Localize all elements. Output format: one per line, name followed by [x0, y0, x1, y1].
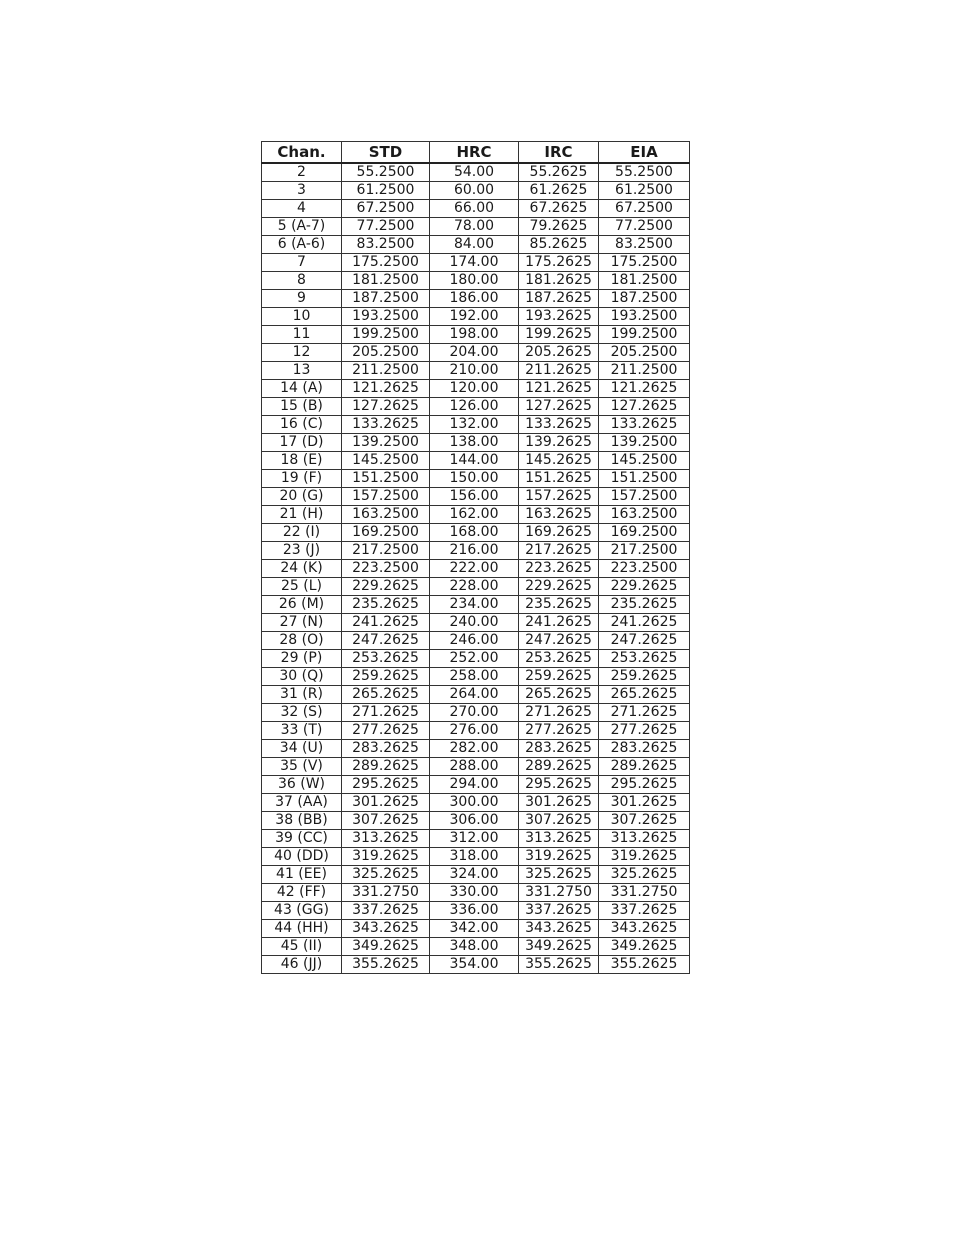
cell-std: 337.2625: [342, 902, 430, 920]
cell-chan: 38 (BB): [262, 812, 342, 830]
table-row: [262, 866, 690, 884]
cell-hrc: 246.00: [430, 632, 519, 650]
cell-std: 295.2625: [342, 776, 430, 794]
cell-eia: 205.2500: [599, 344, 690, 362]
cell-irc: 151.2625: [519, 470, 599, 488]
cell-chan: 25 (L): [262, 578, 342, 596]
cell-eia: 67.2500: [599, 200, 690, 218]
table-row: [262, 236, 690, 254]
cell-std: 277.2625: [342, 722, 430, 740]
table-row: [262, 416, 690, 434]
cell-irc: 67.2625: [519, 200, 599, 218]
cell-hrc: 66.00: [430, 200, 519, 218]
cell-irc: 163.2625: [519, 506, 599, 524]
cell-eia: 211.2500: [599, 362, 690, 380]
cell-std: 83.2500: [342, 236, 430, 254]
cell-irc: 259.2625: [519, 668, 599, 686]
cell-hrc: 150.00: [430, 470, 519, 488]
table-row: [262, 668, 690, 686]
cell-chan: 15 (B): [262, 398, 342, 416]
cell-hrc: 330.00: [430, 884, 519, 902]
channel-frequency-table: [261, 141, 690, 974]
cell-irc: 265.2625: [519, 686, 599, 704]
cell-std: 331.2750: [342, 884, 430, 902]
cell-std: 181.2500: [342, 272, 430, 290]
cell-irc: 343.2625: [519, 920, 599, 938]
cell-chan: 32 (S): [262, 704, 342, 722]
cell-hrc: 60.00: [430, 182, 519, 200]
cell-chan: 5 (A-7): [262, 218, 342, 236]
table-row: [262, 938, 690, 956]
cell-chan: 27 (N): [262, 614, 342, 632]
table-row: [262, 200, 690, 218]
cell-hrc: 174.00: [430, 254, 519, 272]
cell-chan: 30 (Q): [262, 668, 342, 686]
cell-eia: 247.2625: [599, 632, 690, 650]
cell-hrc: 270.00: [430, 704, 519, 722]
cell-eia: 199.2500: [599, 326, 690, 344]
cell-hrc: 264.00: [430, 686, 519, 704]
cell-hrc: 312.00: [430, 830, 519, 848]
cell-eia: 331.2750: [599, 884, 690, 902]
table-row: [262, 452, 690, 470]
table-row: [262, 884, 690, 902]
cell-hrc: 300.00: [430, 794, 519, 812]
table-row: [262, 740, 690, 758]
cell-hrc: 132.00: [430, 416, 519, 434]
cell-chan: 4: [262, 200, 342, 218]
cell-eia: 151.2500: [599, 470, 690, 488]
cell-std: 133.2625: [342, 416, 430, 434]
cell-eia: 83.2500: [599, 236, 690, 254]
cell-eia: 121.2625: [599, 380, 690, 398]
cell-std: 211.2500: [342, 362, 430, 380]
cell-chan: 44 (HH): [262, 920, 342, 938]
cell-chan: 34 (U): [262, 740, 342, 758]
cell-std: 289.2625: [342, 758, 430, 776]
cell-chan: 21 (H): [262, 506, 342, 524]
table-row: [262, 182, 690, 200]
cell-chan: 40 (DD): [262, 848, 342, 866]
table-row: [262, 686, 690, 704]
cell-std: 163.2500: [342, 506, 430, 524]
cell-irc: 307.2625: [519, 812, 599, 830]
cell-chan: 43 (GG): [262, 902, 342, 920]
cell-std: 121.2625: [342, 380, 430, 398]
cell-hrc: 240.00: [430, 614, 519, 632]
table-row: [262, 596, 690, 614]
cell-hrc: 84.00: [430, 236, 519, 254]
table-row: [262, 812, 690, 830]
cell-hrc: 276.00: [430, 722, 519, 740]
cell-std: 355.2625: [342, 956, 430, 974]
cell-hrc: 78.00: [430, 218, 519, 236]
cell-irc: 271.2625: [519, 704, 599, 722]
cell-hrc: 252.00: [430, 650, 519, 668]
table-row: [262, 524, 690, 542]
cell-std: 127.2625: [342, 398, 430, 416]
cell-eia: 145.2500: [599, 452, 690, 470]
table-row: [262, 434, 690, 452]
cell-eia: 217.2500: [599, 542, 690, 560]
cell-eia: 193.2500: [599, 308, 690, 326]
cell-std: 217.2500: [342, 542, 430, 560]
cell-std: 175.2500: [342, 254, 430, 272]
cell-chan: 46 (JJ): [262, 956, 342, 974]
cell-irc: 277.2625: [519, 722, 599, 740]
table-row: [262, 794, 690, 812]
cell-irc: 325.2625: [519, 866, 599, 884]
table-row: [262, 290, 690, 308]
cell-irc: 61.2625: [519, 182, 599, 200]
cell-std: 265.2625: [342, 686, 430, 704]
cell-eia: 355.2625: [599, 956, 690, 974]
cell-hrc: 282.00: [430, 740, 519, 758]
cell-chan: 13: [262, 362, 342, 380]
cell-eia: 163.2500: [599, 506, 690, 524]
table-row: [262, 470, 690, 488]
table-row: [262, 632, 690, 650]
cell-hrc: 168.00: [430, 524, 519, 542]
cell-eia: 61.2500: [599, 182, 690, 200]
cell-std: 139.2500: [342, 434, 430, 452]
cell-std: 187.2500: [342, 290, 430, 308]
cell-eia: 337.2625: [599, 902, 690, 920]
cell-eia: 325.2625: [599, 866, 690, 884]
cell-eia: 319.2625: [599, 848, 690, 866]
header-eia: EIA: [599, 142, 690, 164]
table-row: [262, 650, 690, 668]
cell-chan: 28 (O): [262, 632, 342, 650]
cell-irc: 145.2625: [519, 452, 599, 470]
cell-irc: 211.2625: [519, 362, 599, 380]
cell-irc: 79.2625: [519, 218, 599, 236]
table-row: [262, 362, 690, 380]
cell-std: 349.2625: [342, 938, 430, 956]
cell-std: 229.2625: [342, 578, 430, 596]
cell-eia: 133.2625: [599, 416, 690, 434]
table-row: [262, 902, 690, 920]
cell-irc: 229.2625: [519, 578, 599, 596]
cell-irc: 295.2625: [519, 776, 599, 794]
cell-chan: 31 (R): [262, 686, 342, 704]
cell-irc: 301.2625: [519, 794, 599, 812]
cell-hrc: 180.00: [430, 272, 519, 290]
cell-hrc: 222.00: [430, 560, 519, 578]
cell-hrc: 126.00: [430, 398, 519, 416]
cell-std: 169.2500: [342, 524, 430, 542]
cell-hrc: 234.00: [430, 596, 519, 614]
cell-irc: 253.2625: [519, 650, 599, 668]
cell-chan: 36 (W): [262, 776, 342, 794]
cell-eia: 235.2625: [599, 596, 690, 614]
cell-eia: 349.2625: [599, 938, 690, 956]
cell-std: 325.2625: [342, 866, 430, 884]
cell-std: 259.2625: [342, 668, 430, 686]
cell-chan: 10: [262, 308, 342, 326]
table-row: [262, 380, 690, 398]
cell-irc: 319.2625: [519, 848, 599, 866]
cell-irc: 157.2625: [519, 488, 599, 506]
cell-hrc: 198.00: [430, 326, 519, 344]
cell-irc: 337.2625: [519, 902, 599, 920]
cell-irc: 331.2750: [519, 884, 599, 902]
cell-irc: 199.2625: [519, 326, 599, 344]
cell-std: 307.2625: [342, 812, 430, 830]
cell-eia: 55.2500: [599, 163, 690, 182]
cell-eia: 313.2625: [599, 830, 690, 848]
cell-chan: 12: [262, 344, 342, 362]
cell-hrc: 156.00: [430, 488, 519, 506]
cell-std: 55.2500: [342, 163, 430, 182]
cell-irc: 121.2625: [519, 380, 599, 398]
cell-chan: 14 (A): [262, 380, 342, 398]
cell-eia: 157.2500: [599, 488, 690, 506]
cell-chan: 24 (K): [262, 560, 342, 578]
cell-eia: 175.2500: [599, 254, 690, 272]
cell-hrc: 192.00: [430, 308, 519, 326]
cell-eia: 271.2625: [599, 704, 690, 722]
cell-irc: 349.2625: [519, 938, 599, 956]
cell-std: 205.2500: [342, 344, 430, 362]
cell-eia: 223.2500: [599, 560, 690, 578]
cell-std: 247.2625: [342, 632, 430, 650]
cell-eia: 265.2625: [599, 686, 690, 704]
header-hrc: HRC: [430, 142, 519, 164]
cell-eia: 277.2625: [599, 722, 690, 740]
cell-chan: 7: [262, 254, 342, 272]
cell-eia: 127.2625: [599, 398, 690, 416]
table-row: [262, 488, 690, 506]
cell-irc: 175.2625: [519, 254, 599, 272]
table-row: [262, 163, 690, 182]
cell-chan: 18 (E): [262, 452, 342, 470]
cell-eia: 295.2625: [599, 776, 690, 794]
cell-irc: 289.2625: [519, 758, 599, 776]
cell-hrc: 258.00: [430, 668, 519, 686]
cell-hrc: 54.00: [430, 163, 519, 182]
table-row: [262, 758, 690, 776]
cell-std: 313.2625: [342, 830, 430, 848]
cell-std: 301.2625: [342, 794, 430, 812]
cell-std: 283.2625: [342, 740, 430, 758]
cell-eia: 289.2625: [599, 758, 690, 776]
cell-hrc: 228.00: [430, 578, 519, 596]
cell-hrc: 288.00: [430, 758, 519, 776]
cell-chan: 29 (P): [262, 650, 342, 668]
cell-irc: 247.2625: [519, 632, 599, 650]
cell-std: 271.2625: [342, 704, 430, 722]
table-row: [262, 776, 690, 794]
cell-chan: 26 (M): [262, 596, 342, 614]
table-row: [262, 326, 690, 344]
cell-chan: 41 (EE): [262, 866, 342, 884]
table-row: [262, 722, 690, 740]
cell-eia: 259.2625: [599, 668, 690, 686]
table-row: [262, 578, 690, 596]
cell-irc: 355.2625: [519, 956, 599, 974]
cell-hrc: 138.00: [430, 434, 519, 452]
cell-chan: 8: [262, 272, 342, 290]
cell-irc: 205.2625: [519, 344, 599, 362]
cell-chan: 33 (T): [262, 722, 342, 740]
cell-chan: 22 (I): [262, 524, 342, 542]
table-body: [262, 163, 690, 974]
table-row: [262, 254, 690, 272]
cell-hrc: 294.00: [430, 776, 519, 794]
cell-std: 145.2500: [342, 452, 430, 470]
cell-std: 61.2500: [342, 182, 430, 200]
cell-irc: 241.2625: [519, 614, 599, 632]
table-row: [262, 956, 690, 974]
cell-hrc: 210.00: [430, 362, 519, 380]
cell-eia: 253.2625: [599, 650, 690, 668]
cell-eia: 181.2500: [599, 272, 690, 290]
cell-std: 343.2625: [342, 920, 430, 938]
cell-std: 77.2500: [342, 218, 430, 236]
cell-hrc: 306.00: [430, 812, 519, 830]
table-row: [262, 920, 690, 938]
cell-irc: 127.2625: [519, 398, 599, 416]
cell-hrc: 162.00: [430, 506, 519, 524]
table-row: [262, 344, 690, 362]
cell-eia: 229.2625: [599, 578, 690, 596]
cell-irc: 283.2625: [519, 740, 599, 758]
cell-eia: 139.2500: [599, 434, 690, 452]
cell-irc: 313.2625: [519, 830, 599, 848]
cell-hrc: 144.00: [430, 452, 519, 470]
cell-eia: 343.2625: [599, 920, 690, 938]
cell-std: 253.2625: [342, 650, 430, 668]
cell-chan: 37 (AA): [262, 794, 342, 812]
cell-std: 151.2500: [342, 470, 430, 488]
cell-irc: 187.2625: [519, 290, 599, 308]
cell-chan: 20 (G): [262, 488, 342, 506]
cell-chan: 11: [262, 326, 342, 344]
cell-std: 199.2500: [342, 326, 430, 344]
cell-eia: 241.2625: [599, 614, 690, 632]
cell-std: 319.2625: [342, 848, 430, 866]
table-row: [262, 398, 690, 416]
cell-eia: 187.2500: [599, 290, 690, 308]
cell-std: 157.2500: [342, 488, 430, 506]
cell-irc: 181.2625: [519, 272, 599, 290]
table-row: [262, 272, 690, 290]
cell-irc: 139.2625: [519, 434, 599, 452]
table-row: [262, 506, 690, 524]
cell-irc: 133.2625: [519, 416, 599, 434]
cell-chan: 39 (CC): [262, 830, 342, 848]
cell-irc: 193.2625: [519, 308, 599, 326]
cell-hrc: 216.00: [430, 542, 519, 560]
cell-std: 241.2625: [342, 614, 430, 632]
header-std: STD: [342, 142, 430, 164]
cell-irc: 55.2625: [519, 163, 599, 182]
cell-chan: 19 (F): [262, 470, 342, 488]
cell-irc: 169.2625: [519, 524, 599, 542]
cell-std: 67.2500: [342, 200, 430, 218]
cell-chan: 2: [262, 163, 342, 182]
cell-chan: 9: [262, 290, 342, 308]
table-row: [262, 704, 690, 722]
table-row: [262, 848, 690, 866]
cell-hrc: 204.00: [430, 344, 519, 362]
header-chan: Chan.: [262, 142, 342, 164]
cell-chan: 45 (II): [262, 938, 342, 956]
cell-hrc: 342.00: [430, 920, 519, 938]
cell-chan: 42 (FF): [262, 884, 342, 902]
cell-eia: 169.2500: [599, 524, 690, 542]
cell-chan: 3: [262, 182, 342, 200]
cell-hrc: 120.00: [430, 380, 519, 398]
cell-hrc: 336.00: [430, 902, 519, 920]
cell-eia: 301.2625: [599, 794, 690, 812]
cell-eia: 77.2500: [599, 218, 690, 236]
cell-chan: 6 (A-6): [262, 236, 342, 254]
cell-std: 223.2500: [342, 560, 430, 578]
cell-hrc: 186.00: [430, 290, 519, 308]
table-row: [262, 542, 690, 560]
table-row: [262, 218, 690, 236]
cell-chan: 23 (J): [262, 542, 342, 560]
cell-hrc: 348.00: [430, 938, 519, 956]
cell-irc: 85.2625: [519, 236, 599, 254]
cell-chan: 35 (V): [262, 758, 342, 776]
cell-irc: 235.2625: [519, 596, 599, 614]
cell-chan: 16 (C): [262, 416, 342, 434]
cell-hrc: 324.00: [430, 866, 519, 884]
cell-irc: 223.2625: [519, 560, 599, 578]
cell-eia: 307.2625: [599, 812, 690, 830]
table-row: [262, 560, 690, 578]
cell-hrc: 354.00: [430, 956, 519, 974]
cell-eia: 283.2625: [599, 740, 690, 758]
cell-std: 193.2500: [342, 308, 430, 326]
cell-chan: 17 (D): [262, 434, 342, 452]
cell-hrc: 318.00: [430, 848, 519, 866]
table-header-row: [262, 142, 690, 164]
header-irc: IRC: [519, 142, 599, 164]
table-row: [262, 308, 690, 326]
table-row: [262, 830, 690, 848]
cell-irc: 217.2625: [519, 542, 599, 560]
table-row: [262, 614, 690, 632]
cell-std: 235.2625: [342, 596, 430, 614]
